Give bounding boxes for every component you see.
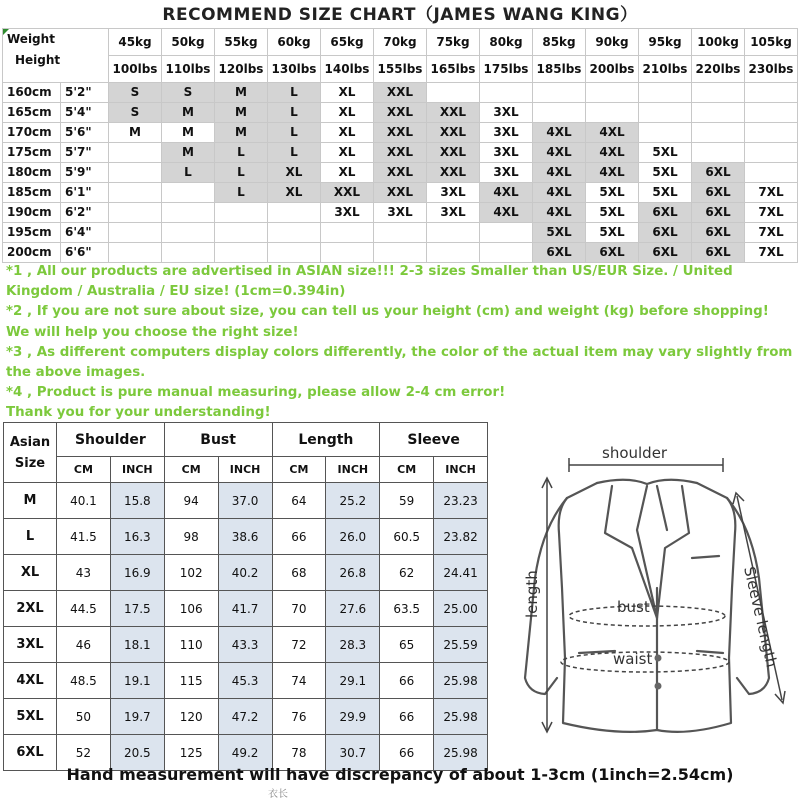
size-cell (692, 123, 745, 143)
size-cell (162, 183, 215, 203)
cm-value: 76 (272, 699, 326, 735)
size-cell (480, 83, 533, 103)
height-ft-label: 5'7" (61, 143, 109, 163)
measurement-row (4, 555, 488, 591)
size-cell: 4XL (533, 203, 586, 223)
cm-value: 68 (272, 555, 326, 591)
size-cell: 6XL (586, 243, 639, 263)
inch-value: 25.98 (434, 735, 488, 771)
height-ft-label: 6'2" (61, 203, 109, 223)
size-cell (321, 243, 374, 263)
size-chart-row (3, 203, 798, 223)
size-cell: 4XL (586, 143, 639, 163)
size-cell: M (162, 123, 215, 143)
size-cell: 5XL (639, 163, 692, 183)
cm-value: 40.1 (57, 483, 111, 519)
size-cell (215, 203, 268, 223)
weight-lbs-header: 140lbs (321, 56, 374, 83)
size-cell (268, 203, 321, 223)
unit-cm-header: CM (272, 457, 326, 483)
size-cell (109, 143, 162, 163)
size-cell: XL (321, 143, 374, 163)
size-cell: 3XL (374, 203, 427, 223)
size-cell: 5XL (586, 183, 639, 203)
size-cell: 6XL (692, 243, 745, 263)
size-cell: 7XL (745, 203, 798, 223)
length-header: Length (272, 423, 380, 457)
size-cell: XXL (374, 103, 427, 123)
unit-cm-header: CM (164, 457, 218, 483)
inch-value: 18.1 (110, 627, 164, 663)
size-cell: XL (321, 163, 374, 183)
cm-value: 66 (380, 699, 434, 735)
height-ft-label: 5'4" (61, 103, 109, 123)
size-cell (692, 143, 745, 163)
size-cell: 3XL (480, 163, 533, 183)
size-cell: L (215, 163, 268, 183)
inch-value: 16.3 (110, 519, 164, 555)
weight-kg-header: 65kg (321, 29, 374, 56)
weight-lbs-header: 185lbs (533, 56, 586, 83)
height-ft-label: 6'6" (61, 243, 109, 263)
size-cell: 7XL (745, 243, 798, 263)
size-cell: XXL (374, 83, 427, 103)
weight-lbs-header: 110lbs (162, 56, 215, 83)
size-cell (480, 243, 533, 263)
weight-lbs-header: 100lbs (109, 56, 162, 83)
weight-lbs-header: 220lbs (692, 56, 745, 83)
height-cm-label: 160cm (3, 83, 61, 103)
inch-value: 15.8 (110, 483, 164, 519)
cm-value: 46 (57, 627, 111, 663)
size-cell: XXL (427, 103, 480, 123)
inch-value: 20.5 (110, 735, 164, 771)
size-cell: XL (268, 163, 321, 183)
weight-kg-header: 105kg (745, 29, 798, 56)
size-cell: 6XL (692, 223, 745, 243)
inch-value: 16.9 (110, 555, 164, 591)
height-cm-label: 170cm (3, 123, 61, 143)
size-cell (639, 103, 692, 123)
height-cm-label: 195cm (3, 223, 61, 243)
height-cm-label: 185cm (3, 183, 61, 203)
weight-lbs-header: 165lbs (427, 56, 480, 83)
bust-label: bust (617, 598, 650, 616)
size-cell: XXL (321, 183, 374, 203)
size-cell: XL (321, 83, 374, 103)
cm-value: 106 (164, 591, 218, 627)
measurement-footer: Hand measurement will have discrepancy of about 1-3cm (1inch=2.54cm) (66, 765, 734, 784)
size-cell (745, 163, 798, 183)
size-cell (109, 223, 162, 243)
size-cell: 5XL (639, 143, 692, 163)
inch-value: 38.6 (218, 519, 272, 555)
size-cell (427, 243, 480, 263)
weight-lbs-header: 130lbs (268, 56, 321, 83)
size-cell: 4XL (586, 163, 639, 183)
cm-value: 70 (272, 591, 326, 627)
inch-value: 45.3 (218, 663, 272, 699)
size-cell: 7XL (745, 183, 798, 203)
size-cell: 6XL (692, 203, 745, 223)
size-cell (533, 83, 586, 103)
unit-cm-header: CM (380, 457, 434, 483)
size-cell (109, 243, 162, 263)
chart-corner-header (3, 29, 109, 83)
inch-value: 29.1 (326, 663, 380, 699)
size-cell: S (109, 103, 162, 123)
cm-value: 41.5 (57, 519, 111, 555)
cm-value: 66 (272, 519, 326, 555)
height-ft-label: 6'4" (61, 223, 109, 243)
size-cell: L (268, 143, 321, 163)
waist-label: waist (613, 650, 653, 668)
cm-value: 63.5 (380, 591, 434, 627)
size-chart-row (3, 83, 798, 103)
size-cell: 6XL (692, 163, 745, 183)
size-cell: XL (268, 183, 321, 203)
inch-value: 37.0 (218, 483, 272, 519)
size-cell: 4XL (586, 123, 639, 143)
unit-inch-header: INCH (110, 457, 164, 483)
size-cell: L (268, 83, 321, 103)
cm-value: 66 (380, 663, 434, 699)
height-cm-label: 175cm (3, 143, 61, 163)
size-cell: 3XL (480, 103, 533, 123)
size-chart-row (3, 143, 798, 163)
size-label: L (4, 519, 57, 555)
size-cell (374, 243, 427, 263)
size-cell: L (268, 103, 321, 123)
weight-kg-header: 70kg (374, 29, 427, 56)
size-cell: M (215, 83, 268, 103)
size-cell (745, 83, 798, 103)
size-label: 5XL (4, 699, 57, 735)
size-cell (586, 83, 639, 103)
sleeve-length-label: Sleeve length (740, 564, 781, 670)
size-cell: XXL (427, 123, 480, 143)
size-chart-row (3, 103, 798, 123)
size-label: 3XL (4, 627, 57, 663)
weight-kg-header: 95kg (639, 29, 692, 56)
weight-kg-header: 90kg (586, 29, 639, 56)
inch-value: 27.6 (326, 591, 380, 627)
thank-you-note: Thank you for your understanding! (6, 405, 271, 421)
measurement-row (4, 591, 488, 627)
measurement-row (4, 699, 488, 735)
inch-value: 49.2 (218, 735, 272, 771)
measurement-row (4, 663, 488, 699)
size-notes (6, 262, 796, 424)
weight-kg-header: 85kg (533, 29, 586, 56)
size-label: 6XL (4, 735, 57, 771)
cm-value: 115 (164, 663, 218, 699)
inch-value: 29.9 (326, 699, 380, 735)
height-ft-label: 6'1" (61, 183, 109, 203)
weight-lbs-header: 210lbs (639, 56, 692, 83)
cm-value: 102 (164, 555, 218, 591)
size-cell: 3XL (321, 203, 374, 223)
page-title: RECOMMEND SIZE CHART（JAMES WANG KING） (162, 5, 638, 25)
size-cell: 4XL (533, 123, 586, 143)
size-cell (162, 243, 215, 263)
inch-value: 25.59 (434, 627, 488, 663)
cm-value: 74 (272, 663, 326, 699)
cm-value: 110 (164, 627, 218, 663)
size-chart-row (3, 123, 798, 143)
size-cell (639, 123, 692, 143)
inch-value: 26.8 (326, 555, 380, 591)
measurement-row (4, 627, 488, 663)
size-cell: L (268, 123, 321, 143)
sleeve-header: Sleeve (380, 423, 488, 457)
size-cell: XXL (374, 143, 427, 163)
size-cell: 5XL (639, 183, 692, 203)
cm-value: 78 (272, 735, 326, 771)
size-cell: 6XL (639, 243, 692, 263)
length-label: length (523, 570, 541, 618)
weight-kg-header: 55kg (215, 29, 268, 56)
note-4: *4 , Product is pure manual measuring, please allow 2-4 cm error! (6, 385, 506, 401)
cm-value: 50 (57, 699, 111, 735)
inch-value: 23.82 (434, 519, 488, 555)
inch-value: 25.00 (434, 591, 488, 627)
size-cell: 6XL (639, 223, 692, 243)
size-cell: XXL (427, 163, 480, 183)
inch-value: 25.2 (326, 483, 380, 519)
inch-value: 43.3 (218, 627, 272, 663)
size-cell (215, 223, 268, 243)
cm-value: 48.5 (57, 663, 111, 699)
size-cell: M (215, 123, 268, 143)
size-cell: 3XL (480, 123, 533, 143)
inch-value: 19.7 (110, 699, 164, 735)
recommend-size-chart (2, 28, 798, 258)
cm-value: 65 (380, 627, 434, 663)
weight-lbs-header: 230lbs (745, 56, 798, 83)
inch-value: 23.23 (434, 483, 488, 519)
cm-value: 43 (57, 555, 111, 591)
size-cell: M (215, 103, 268, 123)
size-cell (162, 223, 215, 243)
size-cell (427, 83, 480, 103)
size-cell: 5XL (586, 203, 639, 223)
inch-value: 17.5 (110, 591, 164, 627)
size-cell (480, 223, 533, 243)
inch-value: 41.7 (218, 591, 272, 627)
jacket-measurement-diagram (497, 438, 797, 758)
height-cm-label: 190cm (3, 203, 61, 223)
shoulder-label: shoulder (602, 444, 668, 462)
size-cell (692, 103, 745, 123)
size-cell (109, 183, 162, 203)
size-cell: 5XL (533, 223, 586, 243)
height-ft-label: 5'6" (61, 123, 109, 143)
unit-inch-header: INCH (434, 457, 488, 483)
height-axis-label: Height (15, 53, 61, 67)
weight-kg-header: 75kg (427, 29, 480, 56)
note-1: *1 , All our products are advertised in ASIAN size!!! 2-3 sizes Smaller than US/EUR Size. / United Kingdom / Australia / EU size! (1cm=0.394in) (6, 264, 733, 300)
size-cell: 7XL (745, 223, 798, 243)
size-cell: 3XL (427, 183, 480, 203)
size-cell: 6XL (533, 243, 586, 263)
size-cell: 3XL (480, 143, 533, 163)
note-2: *2 , If you are not sure about size, you can tell us your height (cm) and weight (kg) before shopping! We will help you choose the right size! (6, 304, 769, 340)
cm-value: 120 (164, 699, 218, 735)
cm-value: 125 (164, 735, 218, 771)
weight-lbs-header: 175lbs (480, 56, 533, 83)
inch-value: 26.0 (326, 519, 380, 555)
height-cm-label: 200cm (3, 243, 61, 263)
size-cell (374, 223, 427, 243)
size-cell (639, 83, 692, 103)
size-cell: XXL (427, 143, 480, 163)
weight-kg-header: 50kg (162, 29, 215, 56)
cm-value: 64 (272, 483, 326, 519)
measurement-table (3, 422, 488, 764)
inch-value: 28.3 (326, 627, 380, 663)
size-cell (215, 243, 268, 263)
size-chart-row (3, 223, 798, 243)
cm-value: 59 (380, 483, 434, 519)
size-cell: S (162, 83, 215, 103)
cm-value: 62 (380, 555, 434, 591)
size-cell: 3XL (427, 203, 480, 223)
size-cell: 4XL (533, 143, 586, 163)
height-ft-label: 5'9" (61, 163, 109, 183)
size-cell (692, 83, 745, 103)
height-ft-label: 5'2" (61, 83, 109, 103)
measurement-row (4, 519, 488, 555)
size-label: 4XL (4, 663, 57, 699)
size-cell (268, 243, 321, 263)
weight-axis-label: Weight (7, 32, 55, 46)
cm-value: 94 (164, 483, 218, 519)
size-cell: M (162, 103, 215, 123)
size-cell: 6XL (692, 183, 745, 203)
size-cell: XXL (374, 183, 427, 203)
size-label: XL (4, 555, 57, 591)
size-cell: L (215, 183, 268, 203)
weight-kg-header: 80kg (480, 29, 533, 56)
measurement-row (4, 483, 488, 519)
weight-lbs-header: 155lbs (374, 56, 427, 83)
size-cell: XL (321, 123, 374, 143)
size-cell (162, 203, 215, 223)
cm-value: 60.5 (380, 519, 434, 555)
size-cell: XL (321, 103, 374, 123)
size-cell: 5XL (586, 223, 639, 243)
size-cell (268, 223, 321, 243)
size-chart-row (3, 183, 798, 203)
unit-cm-header: CM (57, 457, 111, 483)
size-cell: XXL (374, 163, 427, 183)
size-cell (109, 203, 162, 223)
asian-size-header: Asian Size (4, 423, 57, 483)
size-cell: 4XL (533, 163, 586, 183)
size-cell: M (109, 123, 162, 143)
size-cell (745, 103, 798, 123)
size-cell: 4XL (480, 183, 533, 203)
size-cell (745, 143, 798, 163)
inch-value: 25.98 (434, 699, 488, 735)
weight-lbs-header: 200lbs (586, 56, 639, 83)
bust-header: Bust (164, 423, 272, 457)
shoulder-header: Shoulder (57, 423, 165, 457)
inch-value: 30.7 (326, 735, 380, 771)
unit-inch-header: INCH (218, 457, 272, 483)
weight-kg-header: 100kg (692, 29, 745, 56)
height-cm-label: 180cm (3, 163, 61, 183)
weight-lbs-header: 120lbs (215, 56, 268, 83)
weight-kg-header: 60kg (268, 29, 321, 56)
size-cell: S (109, 83, 162, 103)
size-chart-row (3, 163, 798, 183)
size-cell: XXL (374, 123, 427, 143)
inch-value: 19.1 (110, 663, 164, 699)
note-3: *3 , As different computers display colors differently, the color of the actual item may vary slightly from the above images. (6, 344, 793, 381)
size-chart-row (3, 243, 798, 263)
size-cell: L (215, 143, 268, 163)
size-cell (745, 123, 798, 143)
weight-kg-header: 45kg (109, 29, 162, 56)
inch-value: 24.41 (434, 555, 488, 591)
size-cell: L (162, 163, 215, 183)
cropped-text-fragment: 衣长 (268, 789, 288, 800)
size-cell: 6XL (639, 203, 692, 223)
size-cell (586, 103, 639, 123)
size-cell: 4XL (480, 203, 533, 223)
inch-value: 40.2 (218, 555, 272, 591)
cm-value: 52 (57, 735, 111, 771)
size-cell (109, 163, 162, 183)
inch-value: 25.98 (434, 663, 488, 699)
height-cm-label: 165cm (3, 103, 61, 123)
unit-inch-header: INCH (326, 457, 380, 483)
cm-value: 72 (272, 627, 326, 663)
cm-value: 66 (380, 735, 434, 771)
size-cell (427, 223, 480, 243)
size-label: 2XL (4, 591, 57, 627)
cm-value: 44.5 (57, 591, 111, 627)
size-cell (533, 103, 586, 123)
size-cell (321, 223, 374, 243)
cm-value: 98 (164, 519, 218, 555)
size-label: M (4, 483, 57, 519)
inch-value: 47.2 (218, 699, 272, 735)
size-cell: M (162, 143, 215, 163)
size-cell: 4XL (533, 183, 586, 203)
